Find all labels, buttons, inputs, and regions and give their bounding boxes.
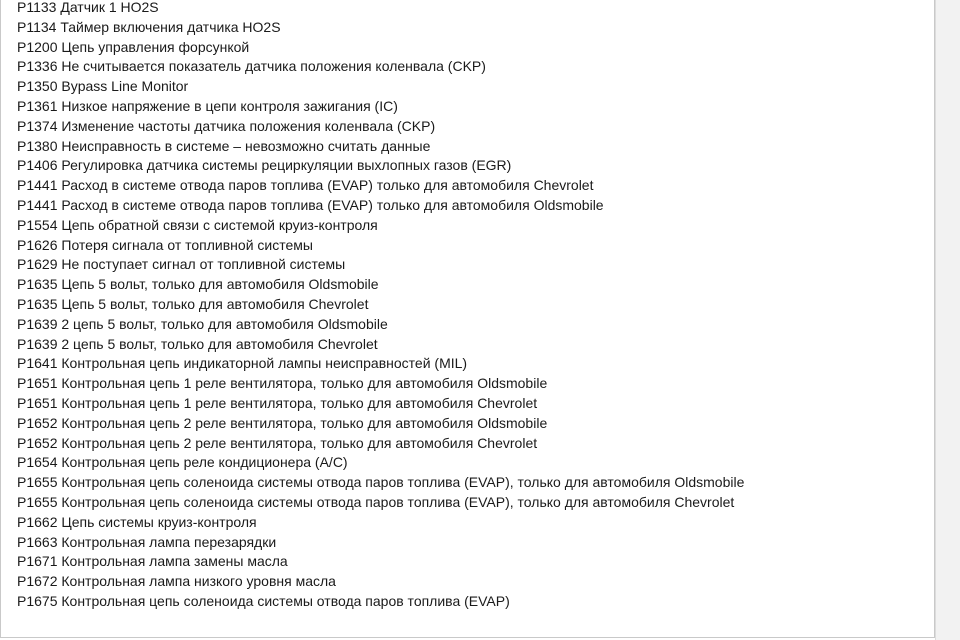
code-row (17, 354, 744, 374)
code-id: P1635 (17, 276, 58, 293)
code-row (17, 394, 744, 414)
code-row (17, 493, 744, 513)
code-description: Контрольная лампа замены масла (61, 553, 288, 570)
code-id: P1652 (17, 414, 58, 431)
code-row (17, 176, 744, 196)
code-description: Цепь 5 вольт, только для автомобиля Chevrolet (61, 295, 369, 312)
code-description: Цепь 5 вольт, только для автомобиля Oldsmobile (61, 276, 379, 293)
code-id: P1441 (17, 196, 58, 213)
code-description: Контрольная цепь 2 реле вентилятора, только для автомобиля Oldsmobile (61, 414, 548, 431)
code-row (17, 434, 744, 454)
code-description: 2 цепь 5 вольт, только для автомобиля Oldsmobile (61, 315, 388, 332)
code-description: Расход в системе отвода паров топлива (EVAP) только для автомобиля Chevrolet (61, 177, 594, 194)
code-row (17, 275, 744, 295)
code-description: Контрольная цепь реле кондиционера (A/C) (61, 454, 348, 471)
code-description: Потеря сигнала от топливной системы (61, 236, 313, 253)
code-description: Не считывается показатель датчика положения коленвала (CKP) (61, 58, 486, 75)
code-id: P1651 (17, 394, 58, 411)
code-row (17, 18, 744, 38)
code-id: P1350 (17, 78, 58, 95)
code-row (17, 57, 744, 77)
code-row (17, 97, 744, 117)
code-id: P1380 (17, 137, 58, 154)
code-id: P1361 (17, 97, 58, 114)
code-description: Цепь обратной связи с системой круиз-контроля (61, 216, 378, 233)
code-description: Датчик 1 HO2S (60, 0, 159, 15)
code-id: P1641 (17, 355, 58, 372)
code-row (17, 473, 744, 493)
code-id: P1554 (17, 216, 58, 233)
code-id: P1662 (17, 513, 58, 530)
code-row (17, 552, 744, 572)
code-id: P1671 (17, 553, 58, 570)
code-row (17, 374, 744, 394)
code-description: Контрольная цепь соленоида системы отвода паров топлива (EVAP), только для автомобиля Oldsmobile (61, 474, 745, 491)
code-id: P1336 (17, 58, 58, 75)
code-description: Контрольная цепь 1 реле вентилятора, только для автомобиля Oldsmobile (61, 375, 548, 392)
code-id: P1374 (17, 117, 58, 134)
code-description: Изменение частоты датчика положения коленвала (CKP) (61, 117, 436, 134)
code-id: P1675 (17, 592, 58, 609)
code-description: Регулировка датчика системы рециркуляции выхлопных газов (EGR) (61, 157, 512, 174)
code-id: P1651 (17, 375, 58, 392)
code-description: Контрольная лампа низкого уровня масла (61, 573, 336, 590)
code-description: Контрольная цепь соленоида системы отвода паров топлива (EVAP), только для автомобиля Chevrolet (61, 493, 735, 510)
code-description: Низкое напряжение в цепи контроля зажигания (IC) (61, 97, 398, 114)
code-id: P1626 (17, 236, 58, 253)
code-id: P1654 (17, 454, 58, 471)
code-id: P1635 (17, 295, 58, 312)
code-id: P1134 (17, 18, 57, 35)
code-row (17, 117, 744, 137)
code-id: P1652 (17, 434, 58, 451)
code-description: Таймер включения датчика HO2S (60, 18, 281, 35)
code-id: P1672 (17, 573, 58, 590)
code-id: P1441 (17, 177, 58, 194)
code-row (17, 533, 744, 553)
code-id: P1655 (17, 493, 58, 510)
code-id: P1639 (17, 335, 58, 352)
code-id: P1629 (17, 256, 58, 273)
code-row (17, 572, 744, 592)
code-description: Цепь управления форсункой (61, 38, 250, 55)
code-description: Контрольная лампа перезарядки (61, 533, 277, 550)
code-description: Контрольная цепь индикаторной лампы неисправностей (MIL) (61, 355, 468, 372)
code-row (17, 592, 744, 612)
code-description: Цепь системы круиз-контроля (61, 513, 257, 530)
code-row (17, 77, 744, 97)
code-row (17, 513, 744, 533)
code-row (17, 255, 744, 275)
code-id: P1655 (17, 474, 58, 491)
code-description: Контрольная цепь 1 реле вентилятора, только для автомобиля Chevrolet (61, 394, 538, 411)
code-id: P1200 (17, 38, 58, 55)
code-id: P1639 (17, 315, 58, 332)
code-description: 2 цепь 5 вольт, только для автомобиля Chevrolet (61, 335, 378, 352)
code-row (17, 216, 744, 236)
right-gutter (935, 0, 960, 640)
code-description: Неисправность в системе – невозможно считать данные (61, 137, 431, 154)
code-row (17, 335, 744, 355)
code-row (17, 0, 744, 18)
code-row (17, 137, 744, 157)
code-description: Контрольная цепь соленоида системы отвода паров топлива (EVAP) (61, 592, 510, 609)
code-row (17, 295, 744, 315)
code-description: Контрольная цепь 2 реле вентилятора, только для автомобиля Chevrolet (61, 434, 538, 451)
code-row (17, 315, 744, 335)
code-row (17, 156, 744, 176)
code-row (17, 38, 744, 58)
code-id: P1406 (17, 157, 58, 174)
code-id: P1133 (17, 0, 57, 15)
code-row (17, 196, 744, 216)
code-description: Bypass Line Monitor (61, 78, 189, 95)
code-description: Расход в системе отвода паров топлива (EVAP) только для автомобиля Oldsmobile (61, 196, 604, 213)
code-id: P1663 (17, 533, 58, 550)
code-list (17, 0, 744, 612)
code-description: Не поступает сигнал от топливной системы (61, 256, 346, 273)
code-row (17, 453, 744, 473)
code-row (17, 236, 744, 256)
code-row (17, 414, 744, 434)
